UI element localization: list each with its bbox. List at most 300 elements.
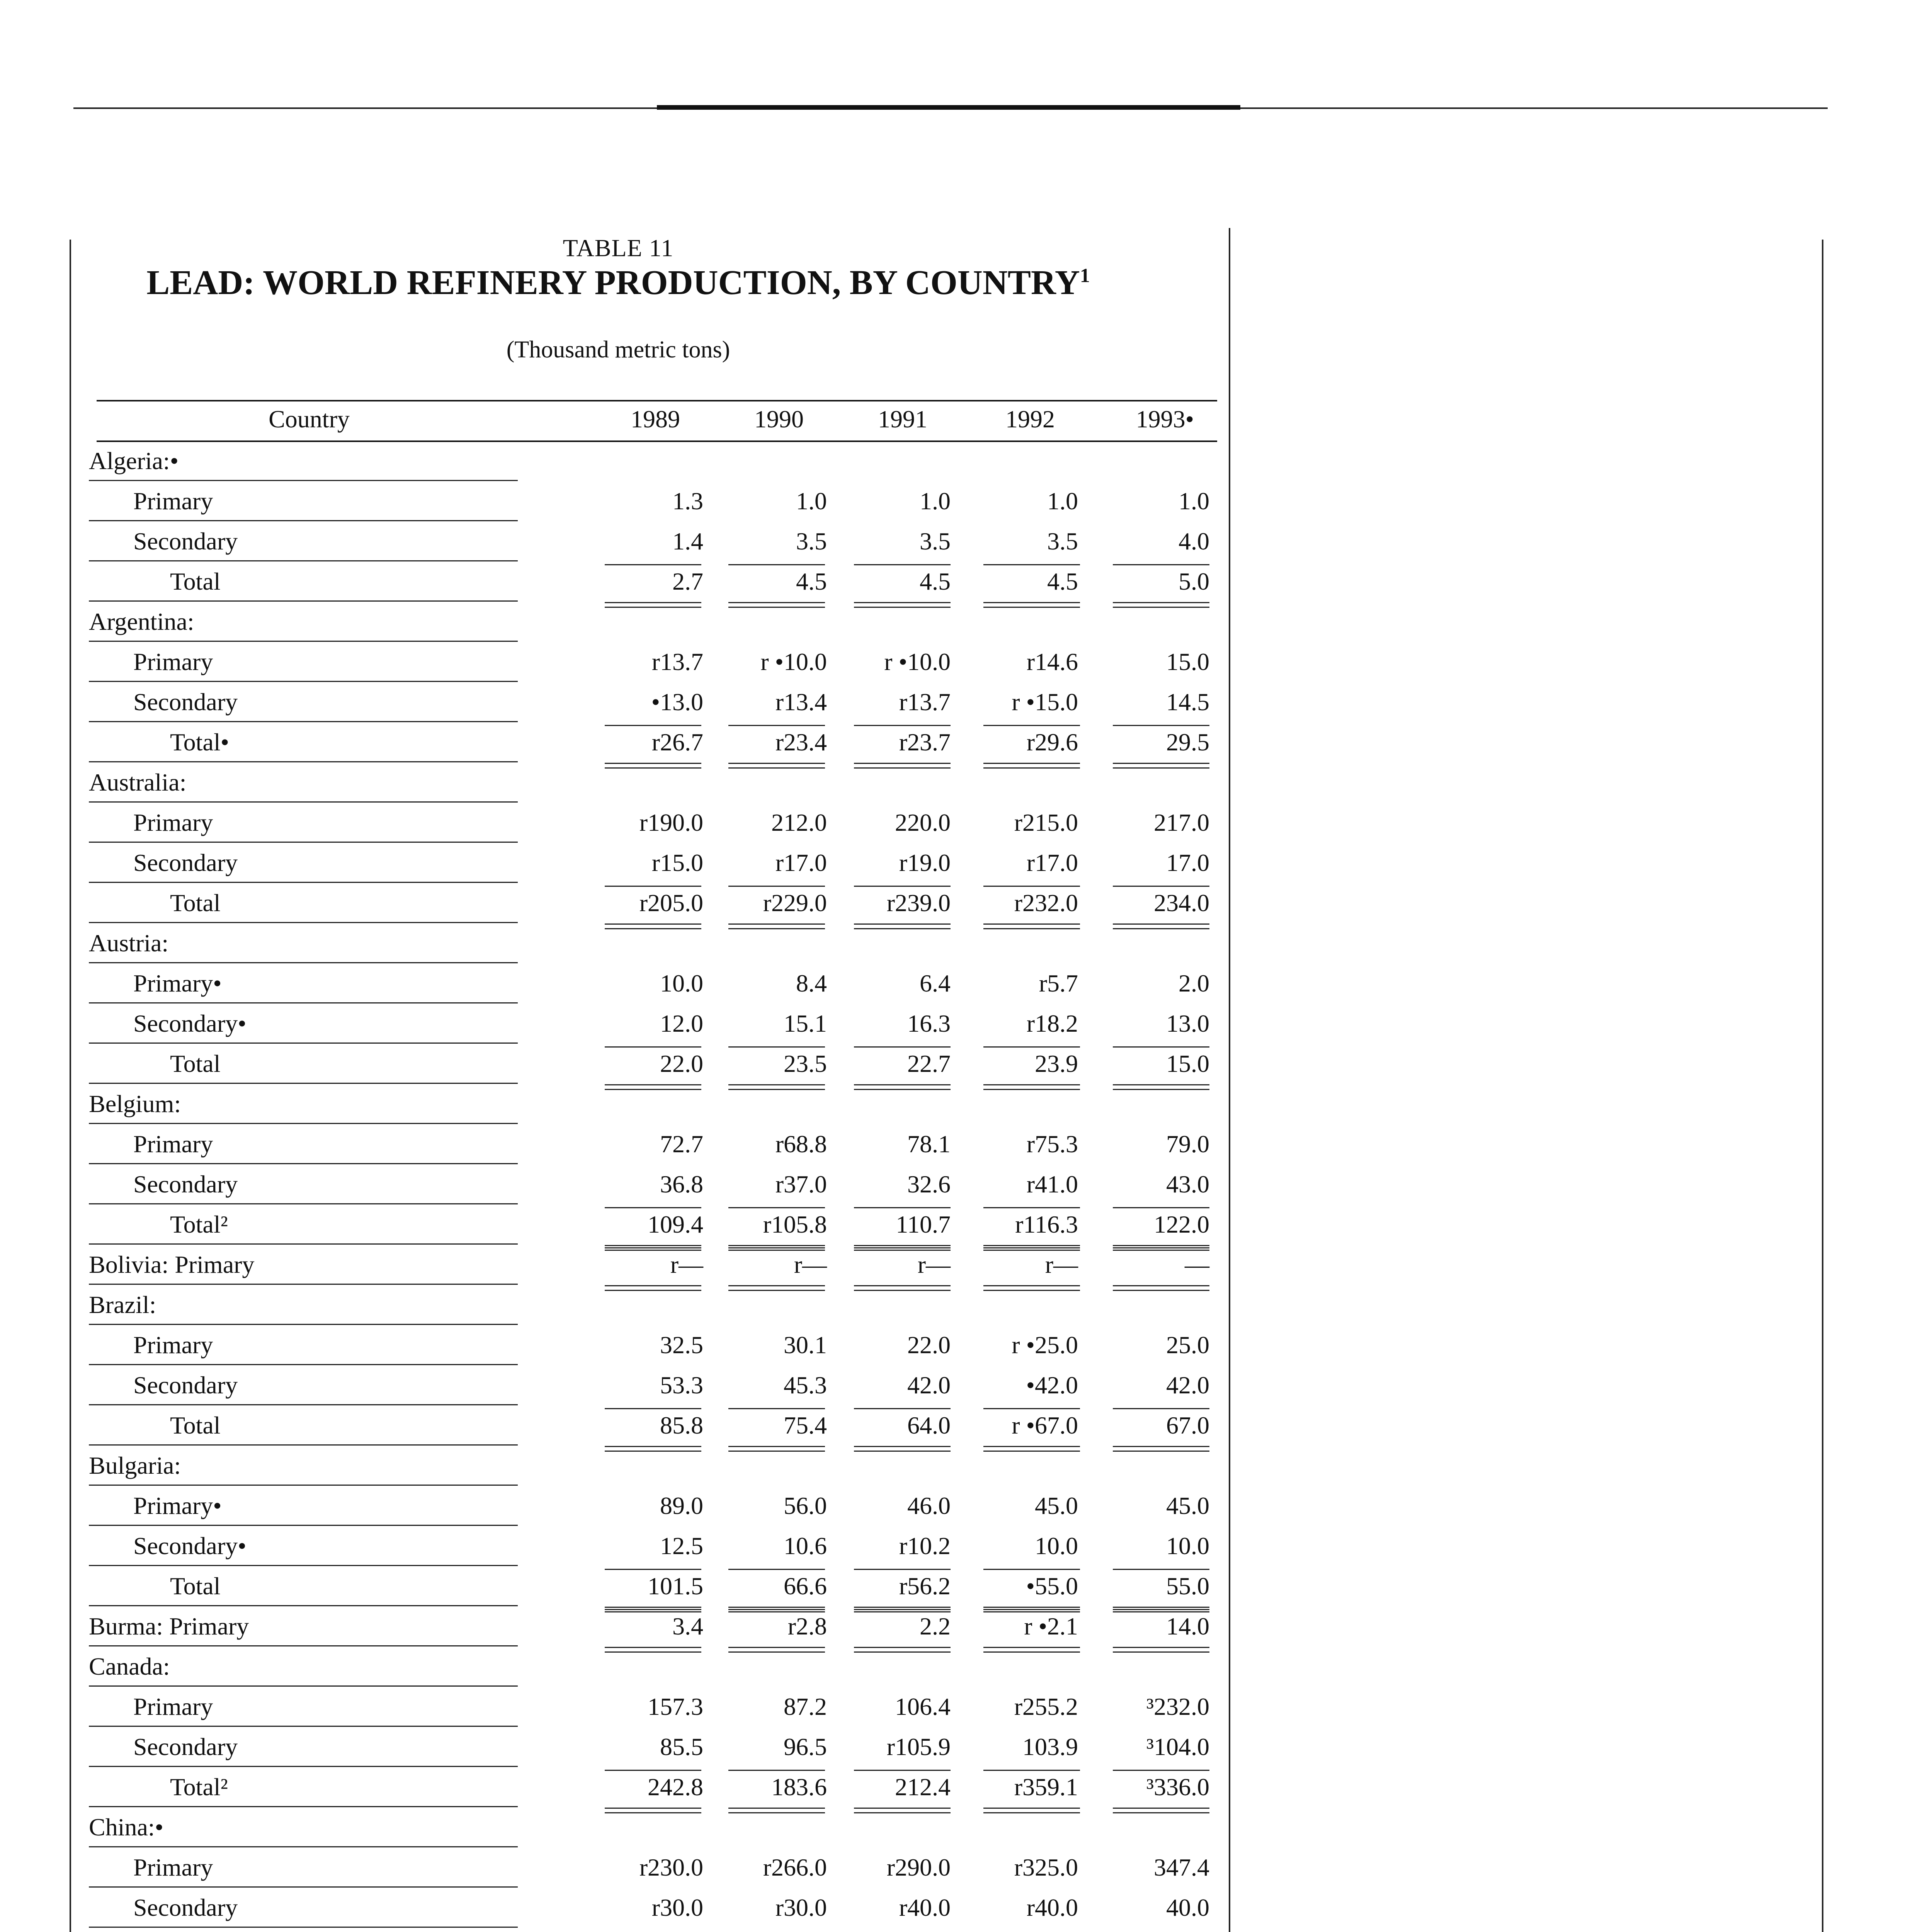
sum-rule <box>854 1247 951 1248</box>
row-label-rule <box>89 560 518 561</box>
total-double-rule <box>983 1607 1080 1608</box>
cell-1989: 12.0 <box>660 1010 703 1037</box>
sum-rule <box>728 1247 825 1248</box>
total-double-rule <box>854 1245 951 1246</box>
row-label-rule <box>89 1002 518 1003</box>
cell-1990: 96.5 <box>784 1733 827 1760</box>
table-title-text: LEAD: WORLD REFINERY PRODUCTION, BY COUNTRY <box>146 264 1080 302</box>
table-units: (Thousand metric tons) <box>506 337 730 363</box>
cell-1991: 64.0 <box>907 1412 951 1439</box>
cell-1989: 1.4 <box>672 527 703 555</box>
sum-rule <box>983 1609 1080 1610</box>
total-double-rule <box>854 923 951 925</box>
row-label: Primary <box>133 1130 213 1158</box>
row-label: Belgium: <box>89 1090 181 1117</box>
cell-1990: 66.6 <box>784 1572 827 1600</box>
row-label: Algeria:• <box>89 447 179 474</box>
total-double-rule <box>605 1607 701 1608</box>
table-row <box>0 1690 1236 1730</box>
table-row <box>0 1007 1236 1047</box>
table-row <box>0 927 1236 967</box>
cell-1989: r30.0 <box>651 1894 703 1921</box>
cell-1990: r13.4 <box>775 688 827 716</box>
row-label-rule <box>89 1605 518 1606</box>
cell-1991: r239.0 <box>886 889 951 917</box>
total-double-rule <box>605 1808 701 1809</box>
total-double-rule <box>983 763 1080 764</box>
sum-rule <box>605 886 701 887</box>
total-double-rule <box>728 1808 825 1809</box>
cell-1992: r— <box>1045 1251 1078 1278</box>
sum-rule <box>605 1408 701 1409</box>
cell-1991: 2.2 <box>920 1612 951 1640</box>
cell-1993: 10.0 <box>1166 1532 1209 1560</box>
sum-rule <box>605 1770 701 1771</box>
table-row <box>0 1811 1236 1851</box>
cell-1990: 23.5 <box>784 1050 827 1077</box>
page-top-rule-thick <box>657 105 1240 110</box>
sum-rule <box>1113 1046 1209 1048</box>
row-label: Total <box>170 1572 221 1600</box>
sum-rule <box>605 1609 701 1610</box>
cell-1989: 53.3 <box>660 1371 703 1399</box>
row-label: Brazil: <box>89 1291 156 1318</box>
cell-1990: 3.5 <box>796 527 827 555</box>
header-bottom-rule <box>97 440 1217 442</box>
table-row <box>0 1730 1236 1770</box>
sum-rule <box>854 725 951 726</box>
cell-1990: r— <box>794 1251 827 1278</box>
row-label: Secondary <box>133 1371 238 1399</box>
total-double-rule <box>605 1285 701 1286</box>
total-double-rule <box>983 1808 1080 1809</box>
sum-rule <box>605 564 701 565</box>
table-row <box>0 1208 1236 1248</box>
cell-1993: ³232.0 <box>1146 1693 1209 1720</box>
row-label: Primary <box>133 1854 213 1881</box>
row-label: Argentina: <box>89 608 194 635</box>
cell-1992: r18.2 <box>1026 1010 1078 1037</box>
row-label: Austria: <box>89 929 169 957</box>
row-label: Secondary <box>133 1170 238 1198</box>
cell-1990: 212.0 <box>771 809 827 836</box>
total-double-rule <box>728 1084 825 1085</box>
sum-rule <box>854 564 951 565</box>
row-label-rule <box>89 801 518 803</box>
row-label-rule <box>89 1284 518 1285</box>
cell-1991: r •10.0 <box>884 648 951 675</box>
total-double-rule <box>854 1084 951 1085</box>
cell-1993: 29.5 <box>1166 728 1209 756</box>
cell-1989: 36.8 <box>660 1170 703 1198</box>
sum-rule <box>1113 1569 1209 1570</box>
cell-1992: r •15.0 <box>1012 688 1078 716</box>
table-row <box>0 886 1236 927</box>
cell-1991: 3.5 <box>920 527 951 555</box>
cell-1991: r23.7 <box>899 728 951 756</box>
total-double-rule <box>854 1446 951 1447</box>
table-title-footnote: 1 <box>1080 265 1090 287</box>
row-label-rule <box>89 761 518 762</box>
cell-1993: 347.4 <box>1154 1854 1209 1881</box>
cell-1989: 72.7 <box>660 1130 703 1158</box>
total-double-rule <box>728 1285 825 1286</box>
cell-1989: r190.0 <box>639 809 703 836</box>
cell-1991: 22.0 <box>907 1331 951 1359</box>
row-label-rule <box>89 1766 518 1767</box>
sum-rule <box>854 1408 951 1409</box>
cell-1992: r215.0 <box>1014 809 1078 836</box>
cell-1991: r10.2 <box>899 1532 951 1560</box>
cell-1992: r5.7 <box>1039 969 1078 997</box>
cell-1992: •42.0 <box>1026 1371 1078 1399</box>
row-label-rule <box>89 1806 518 1807</box>
cell-1991: r105.9 <box>886 1733 951 1760</box>
sum-rule <box>983 1046 1080 1048</box>
row-label: Total <box>170 889 221 917</box>
row-label: Primary <box>133 1331 213 1359</box>
sum-rule <box>728 1408 825 1409</box>
row-label-rule <box>89 1444 518 1446</box>
row-label-rule <box>89 1685 518 1687</box>
sum-rule <box>1113 1609 1209 1610</box>
cell-1992: r40.0 <box>1026 1894 1078 1921</box>
cell-1989: 157.3 <box>648 1693 703 1720</box>
total-double-rule <box>854 1607 951 1608</box>
table-row <box>0 525 1236 565</box>
table-row <box>0 485 1236 525</box>
row-label-rule <box>89 520 518 521</box>
sum-rule <box>1113 725 1209 726</box>
row-label: Bulgaria: <box>89 1452 181 1479</box>
cell-1992: r •25.0 <box>1012 1331 1078 1359</box>
cell-1989: r230.0 <box>639 1854 703 1881</box>
sum-rule <box>728 725 825 726</box>
row-label-rule <box>89 1243 518 1245</box>
cell-1991: 16.3 <box>907 1010 951 1037</box>
total-double-rule <box>605 1446 701 1447</box>
row-label-rule <box>89 1203 518 1204</box>
header-country: Country <box>269 405 350 433</box>
cell-1993: 1.0 <box>1179 487 1209 515</box>
sum-rule <box>983 1207 1080 1208</box>
cell-1991: 42.0 <box>907 1371 951 1399</box>
row-label: Total <box>170 1412 221 1439</box>
row-label: Canada: <box>89 1653 170 1680</box>
header-year-1990: 1990 <box>754 405 804 433</box>
cell-1992: r325.0 <box>1014 1854 1078 1881</box>
header-year-1989: 1989 <box>631 405 680 433</box>
cell-1989: 89.0 <box>660 1492 703 1519</box>
cell-1990: r17.0 <box>775 849 827 876</box>
cell-1993: 43.0 <box>1166 1170 1209 1198</box>
row-label: Primary• <box>133 1492 222 1519</box>
cell-1989: 101.5 <box>648 1572 703 1600</box>
table-row <box>0 726 1236 766</box>
cell-1993: 15.0 <box>1166 648 1209 675</box>
total-double-rule <box>728 1647 825 1648</box>
cell-1991: r13.7 <box>899 688 951 716</box>
table-row <box>0 846 1236 886</box>
total-double-rule <box>605 602 701 603</box>
sum-rule <box>983 725 1080 726</box>
total-double-rule <box>1113 1285 1209 1286</box>
row-label-rule <box>89 1163 518 1164</box>
cell-1992: r116.3 <box>1015 1211 1078 1238</box>
total-double-rule <box>728 1607 825 1608</box>
sum-rule <box>983 1770 1080 1771</box>
cell-1991: 46.0 <box>907 1492 951 1519</box>
cell-1989: 109.4 <box>648 1211 703 1238</box>
row-label-rule <box>89 1364 518 1365</box>
total-double-rule <box>983 1245 1080 1246</box>
table-row <box>0 1610 1236 1650</box>
total-double-rule <box>854 763 951 764</box>
total-double-rule <box>1113 1084 1209 1085</box>
row-label-rule <box>89 600 518 602</box>
cell-1990: 30.1 <box>784 1331 827 1359</box>
row-label-rule <box>89 962 518 963</box>
cell-1993: ³104.0 <box>1146 1733 1209 1760</box>
table-row <box>0 1047 1236 1087</box>
cell-1993: 17.0 <box>1166 849 1209 876</box>
table-row <box>0 1248 1236 1288</box>
row-label: Total <box>170 1050 221 1077</box>
sum-rule <box>854 1770 951 1771</box>
cell-1989: 242.8 <box>648 1773 703 1801</box>
row-label-rule <box>89 1927 518 1928</box>
cell-1990: 4.5 <box>796 568 827 595</box>
cell-1990: r266.0 <box>763 1854 827 1881</box>
cell-1992: 45.0 <box>1035 1492 1078 1519</box>
table-row <box>0 1449 1236 1489</box>
total-double-rule <box>605 763 701 764</box>
row-label: Primary• <box>133 969 222 997</box>
cell-1993: 5.0 <box>1179 568 1209 595</box>
cell-1990: 15.1 <box>784 1010 827 1037</box>
total-double-rule <box>728 1245 825 1246</box>
cell-1993: 40.0 <box>1166 1894 1209 1921</box>
cell-1993: 217.0 <box>1154 809 1209 836</box>
total-double-rule <box>1113 1446 1209 1447</box>
cell-1993: 2.0 <box>1179 969 1209 997</box>
total-double-rule <box>728 1446 825 1447</box>
row-label-rule <box>89 1485 518 1486</box>
row-label: Primary <box>133 809 213 836</box>
cell-1990: r229.0 <box>763 889 827 917</box>
cell-1993: 15.0 <box>1166 1050 1209 1077</box>
row-label-rule <box>89 480 518 481</box>
sum-rule <box>1113 1247 1209 1248</box>
row-label-rule <box>89 1123 518 1124</box>
table-row <box>0 1529 1236 1570</box>
row-label-rule <box>89 641 518 642</box>
table-row <box>0 645 1236 685</box>
total-double-rule <box>854 1285 951 1286</box>
sum-rule <box>728 886 825 887</box>
cell-1989: 2.7 <box>672 568 703 595</box>
sum-rule <box>605 1247 701 1248</box>
cell-1992: r17.0 <box>1026 849 1078 876</box>
total-double-rule <box>983 1285 1080 1286</box>
row-label-rule <box>89 721 518 722</box>
total-double-rule <box>983 1647 1080 1648</box>
sum-rule <box>605 725 701 726</box>
row-label-rule <box>89 1886 518 1888</box>
row-label: Secondary <box>133 688 238 716</box>
cell-1992: r •2.1 <box>1024 1612 1078 1640</box>
cell-1991: 1.0 <box>920 487 951 515</box>
sum-rule <box>728 564 825 565</box>
row-label-rule <box>89 1083 518 1084</box>
total-double-rule <box>1113 763 1209 764</box>
row-label-rule <box>89 1525 518 1526</box>
cell-1990: 87.2 <box>784 1693 827 1720</box>
sum-rule <box>983 1247 1080 1248</box>
table-row <box>0 1128 1236 1168</box>
table-row <box>0 1369 1236 1409</box>
sum-rule <box>854 1609 951 1610</box>
cell-1991: 220.0 <box>895 809 951 836</box>
table-row <box>0 806 1236 846</box>
row-label-rule <box>89 1324 518 1325</box>
table-row <box>0 1851 1236 1891</box>
sum-rule <box>605 1207 701 1208</box>
right-column-rule <box>1822 240 1823 1932</box>
table-row <box>0 1891 1236 1931</box>
cell-1989: r— <box>670 1251 703 1278</box>
row-label: Secondary• <box>133 1532 247 1560</box>
total-double-rule <box>854 1808 951 1809</box>
cell-1992: r255.2 <box>1014 1693 1078 1720</box>
sum-rule <box>1113 564 1209 565</box>
row-label: Bolivia: Primary <box>89 1251 255 1278</box>
cell-1990: 8.4 <box>796 969 827 997</box>
row-label-rule <box>89 842 518 843</box>
cell-1993: — <box>1185 1251 1209 1278</box>
header-year-1991: 1991 <box>878 405 927 433</box>
table-row <box>0 1328 1236 1369</box>
total-double-rule <box>854 1647 951 1648</box>
row-label-rule <box>89 1565 518 1566</box>
row-label: Total² <box>170 1211 228 1238</box>
sum-rule <box>1113 1207 1209 1208</box>
row-label: Burma: Primary <box>89 1612 249 1640</box>
row-label: Total² <box>170 1773 228 1801</box>
cell-1992: 3.5 <box>1047 527 1078 555</box>
cell-1989: r26.7 <box>651 728 703 756</box>
row-label: Secondary <box>133 1894 238 1921</box>
sum-rule <box>728 1207 825 1208</box>
total-double-rule <box>728 602 825 603</box>
total-double-rule <box>1113 923 1209 925</box>
sum-rule <box>728 1046 825 1048</box>
cell-1990: r105.8 <box>763 1211 827 1238</box>
sum-rule <box>728 1770 825 1771</box>
total-double-rule <box>983 602 1080 603</box>
cell-1989: r13.7 <box>651 648 703 675</box>
total-double-rule <box>1113 1808 1209 1809</box>
cell-1993: 25.0 <box>1166 1331 1209 1359</box>
row-label: Total• <box>170 728 229 756</box>
row-label-rule <box>89 1726 518 1727</box>
sum-rule <box>854 1046 951 1048</box>
cell-1993: 4.0 <box>1179 527 1209 555</box>
cell-1993: 45.0 <box>1166 1492 1209 1519</box>
row-label: Secondary• <box>133 1010 247 1037</box>
cell-1992: •55.0 <box>1026 1572 1078 1600</box>
table-row <box>0 444 1236 485</box>
sum-rule <box>983 886 1080 887</box>
sum-rule <box>605 1046 701 1048</box>
table-row <box>0 1650 1236 1690</box>
cell-1990: 10.6 <box>784 1532 827 1560</box>
row-label: Primary <box>133 648 213 675</box>
cell-1989: r205.0 <box>639 889 703 917</box>
total-double-rule <box>1113 1647 1209 1648</box>
header-top-rule <box>97 400 1217 401</box>
cell-1993: 42.0 <box>1166 1371 1209 1399</box>
row-label: Secondary <box>133 849 238 876</box>
cell-1989: 10.0 <box>660 969 703 997</box>
cell-1989: 3.4 <box>672 1612 703 1640</box>
cell-1991: 32.6 <box>907 1170 951 1198</box>
cell-1990: 75.4 <box>784 1412 827 1439</box>
row-label-rule <box>89 1846 518 1847</box>
cell-1992: r •67.0 <box>1012 1412 1078 1439</box>
cell-1993: 14.0 <box>1166 1612 1209 1640</box>
cell-1993: 13.0 <box>1166 1010 1209 1037</box>
sum-rule <box>983 1569 1080 1570</box>
sum-rule <box>1113 886 1209 887</box>
sum-rule <box>728 1609 825 1610</box>
total-double-rule <box>605 923 701 925</box>
total-double-rule <box>605 1245 701 1246</box>
cell-1992: 23.9 <box>1035 1050 1078 1077</box>
cell-1989: 32.5 <box>660 1331 703 1359</box>
table-row <box>0 1288 1236 1328</box>
row-label: Total <box>170 568 221 595</box>
cell-1993: 79.0 <box>1166 1130 1209 1158</box>
sum-rule <box>1113 1408 1209 1409</box>
table-row <box>0 967 1236 1007</box>
sum-rule <box>728 1569 825 1570</box>
cell-1991: 4.5 <box>920 568 951 595</box>
cell-1993: 55.0 <box>1166 1572 1209 1600</box>
cell-1992: r359.1 <box>1014 1773 1078 1801</box>
cell-1992: r14.6 <box>1026 648 1078 675</box>
table-row <box>0 766 1236 806</box>
cell-1990: r2.8 <box>787 1612 827 1640</box>
cell-1989: 22.0 <box>660 1050 703 1077</box>
cell-1992: r29.6 <box>1026 728 1078 756</box>
cell-1993: 122.0 <box>1154 1211 1209 1238</box>
cell-1989: r15.0 <box>651 849 703 876</box>
cell-1991: 6.4 <box>920 969 951 997</box>
row-label: Primary <box>133 1693 213 1720</box>
cell-1992: r41.0 <box>1026 1170 1078 1198</box>
cell-1991: 110.7 <box>896 1211 951 1238</box>
row-label: Australia: <box>89 769 187 796</box>
cell-1989: 12.5 <box>660 1532 703 1560</box>
total-double-rule <box>728 923 825 925</box>
total-double-rule <box>983 1084 1080 1085</box>
sum-rule <box>1113 1770 1209 1771</box>
cell-1991: 78.1 <box>907 1130 951 1158</box>
sum-rule <box>983 1408 1080 1409</box>
row-label: Primary <box>133 487 213 515</box>
total-double-rule <box>1113 1245 1209 1246</box>
